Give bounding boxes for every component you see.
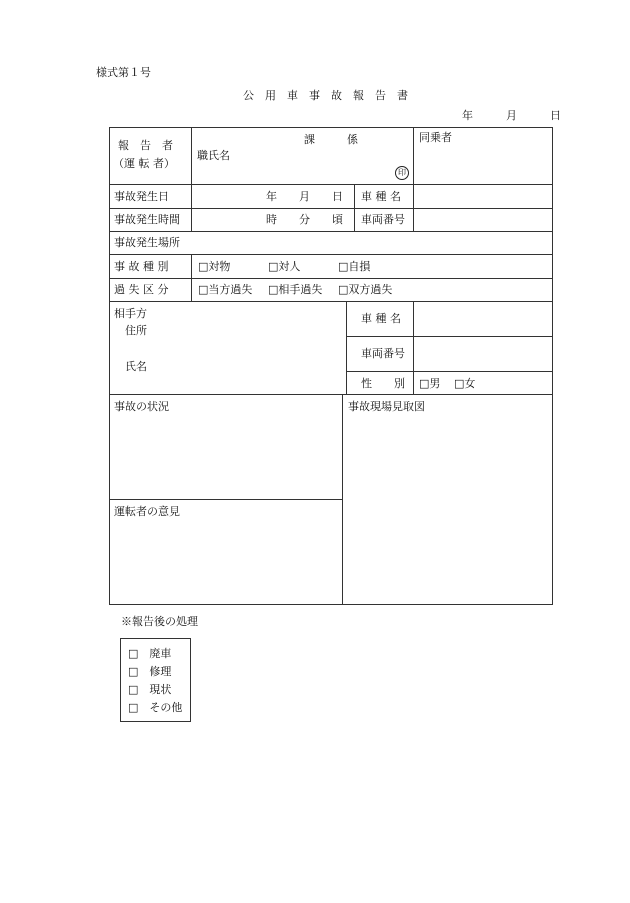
passenger-label: 同乗者	[419, 131, 452, 144]
accident-time-label: 事故発生時間	[114, 213, 180, 226]
accident-date-label: 事故発生日	[114, 190, 169, 203]
other-address-label: 住所	[125, 324, 147, 337]
gender-label: 性 別	[361, 377, 405, 390]
accident-place-label: 事故発生場所	[114, 236, 180, 249]
accident-time-value: 時 分 頃	[266, 213, 343, 226]
fault-label: 過 失 区 分	[114, 283, 169, 296]
fault-option-ours[interactable]: □当方過失	[198, 283, 253, 296]
post-processing-box	[120, 638, 191, 722]
kakari-label: 係	[347, 133, 358, 146]
vehicle-number-label: 車両番号	[361, 213, 405, 226]
other-party-label: 相手方	[114, 307, 147, 320]
accident-date-value: 年 月 日	[266, 190, 343, 203]
vehicle-model-label: 車 種 名	[361, 190, 401, 203]
page-title: 公 用 車 事 故 報 告 書	[243, 89, 408, 102]
gender-option-male[interactable]: □男	[419, 377, 441, 390]
option-repair[interactable]: □ 修理	[128, 665, 172, 678]
fault-option-theirs[interactable]: □相手過失	[268, 283, 323, 296]
option-scrap[interactable]: □ 廃車	[128, 647, 172, 660]
seal-icon: 印	[395, 166, 409, 180]
other-name-label: 氏名	[125, 360, 147, 373]
ka-label: 課	[304, 133, 315, 146]
reporter-label-line1: 報 告 者	[118, 139, 173, 152]
date-line: 年 月 日	[462, 109, 561, 122]
option-other[interactable]: □ その他	[128, 701, 183, 714]
type-option-property[interactable]: □対物	[198, 260, 231, 273]
form-number: 様式第１号	[96, 66, 151, 79]
gender-option-female[interactable]: □女	[454, 377, 476, 390]
fault-option-both[interactable]: □双方過失	[338, 283, 393, 296]
type-option-self[interactable]: □自損	[338, 260, 371, 273]
post-processing-label: ※報告後の処理	[121, 615, 198, 628]
diagram-label: 事故現場見取図	[348, 400, 425, 413]
name-label: 職氏名	[197, 149, 230, 162]
situation-label: 事故の状況	[114, 400, 169, 413]
type-option-person[interactable]: □対人	[268, 260, 301, 273]
reporter-label-line2: （運 転 者）	[113, 157, 175, 170]
opinion-label: 運転者の意見	[114, 505, 180, 518]
other-vehicle-number-label: 車両番号	[361, 347, 405, 360]
option-as-is[interactable]: □ 現状	[128, 683, 172, 696]
accident-type-label: 事 故 種 別	[114, 260, 169, 273]
other-vehicle-model-label: 車 種 名	[361, 312, 401, 325]
